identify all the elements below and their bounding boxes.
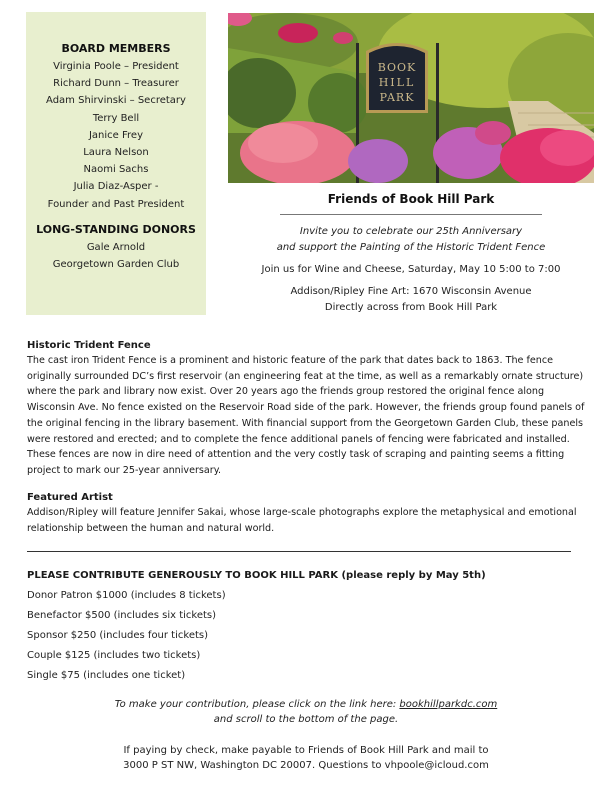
board-member: Laura Nelson [83,147,149,159]
website-link[interactable]: bookhillparkdc.com [399,699,498,710]
event-details: Join us for Wine and Cheese, Saturday, May 10 5:00 to 7:00 [261,264,561,275]
board-member: Founder and Past President [47,198,185,210]
scroll-instructions: and scroll to the bottom of the page. [213,714,399,725]
link-prefix: To make your contribution, please click on the link here: [114,699,400,710]
org-name: Friends of Book Hill Park [327,192,495,206]
park-sign-photo [228,13,594,183]
board-member: Adam Shirvinski – Secretary [46,95,186,107]
donors-heading: LONG-STANDING DONORS [36,222,196,236]
donor: Georgetown Garden Club [52,259,180,271]
invite-line: Invite you to celebrate our 25th Anniversary [299,226,523,237]
section-divider [27,551,571,552]
artist-section [27,491,587,536]
fence-section [27,339,587,479]
invitation-block [228,192,594,316]
board-member: Julia Diaz-Asper - [73,181,159,193]
artist-body: Addison/Ripley will feature Jennifer Sakai, whose large-scale photographs explore the metaphysical and emotional relationship between the human and natural world. [27,507,577,534]
board-member: Richard Dunn – Treasurer [53,78,179,90]
contribution-section [27,569,587,686]
park-photo-illustration [228,13,594,183]
invite-line: and support the Painting of the Historic Trident Fence [276,242,546,253]
board-member: Virginia Poole – President [53,61,179,72]
check-line: 3000 P ST NW, Washington DC 20007. Questions to vhpoole@icloud.com [123,760,489,771]
venue-directions: Directly across from Book Hill Park [324,302,498,313]
donor: Gale Arnold [86,241,146,253]
venue-address: Addison/Ripley Fine Art: 1670 Wisconsin Avenue [290,286,532,297]
board-member: Terry Bell [92,112,140,124]
donation-tier: Single $75 (includes one ticket) [27,670,186,681]
fence-body: The cast iron Trident Fence is a prominent and historic feature of the park that dates back to 1863. The fence originally surrounded DC’s first reservoir (an engineering feat at the time, as well as a remarkably ornate structure) where the park and library now exist. Over 20 years ago the friends group restored the original fence along Wisconsin Ave. No fence existed on the Reservoir Road side of the park. However, the friends group found panels of the original fencing in the library basement. With financial support from the Georgetown Garden Club, these panels were restored and erected; and to complete the fence additional panels of fencing were fabricated and installed. These fences are now in dire need of attention and the very costly task of scraping and painting seems a fitting project to mark our 25-year anniversary. [27,355,585,476]
footer [60,697,552,773]
sign-text-line: HILL [378,76,416,89]
sign-text-line: BOOK [377,61,417,74]
contribute-heading: PLEASE CONTRIBUTE GENEROUSLY TO BOOK HILL PARK (please reply by May 5th) [27,570,486,581]
donation-tier: Couple $125 (includes two tickets) [27,650,201,661]
donation-tier: Donor Patron $1000 (includes 8 tickets) [27,590,226,601]
donation-tier: Benefactor $500 (includes six tickets) [27,610,217,621]
donation-tier: Sponsor $250 (includes four tickets) [27,630,209,641]
fence-heading: Historic Trident Fence [27,340,151,351]
artist-heading: Featured Artist [27,492,113,503]
contribution-instructions [60,697,552,712]
sign-text-line: PARK [379,91,415,104]
check-line: If paying by check, make payable to Friends of Book Hill Park and mail to [123,745,489,756]
board-member: Janice Frey [88,129,143,141]
title-rule [280,214,542,215]
check-instructions [60,743,552,773]
board-member: Naomi Sachs [83,164,149,176]
board-sidebar [26,12,206,315]
board-members-heading: BOARD MEMBERS [61,42,171,55]
